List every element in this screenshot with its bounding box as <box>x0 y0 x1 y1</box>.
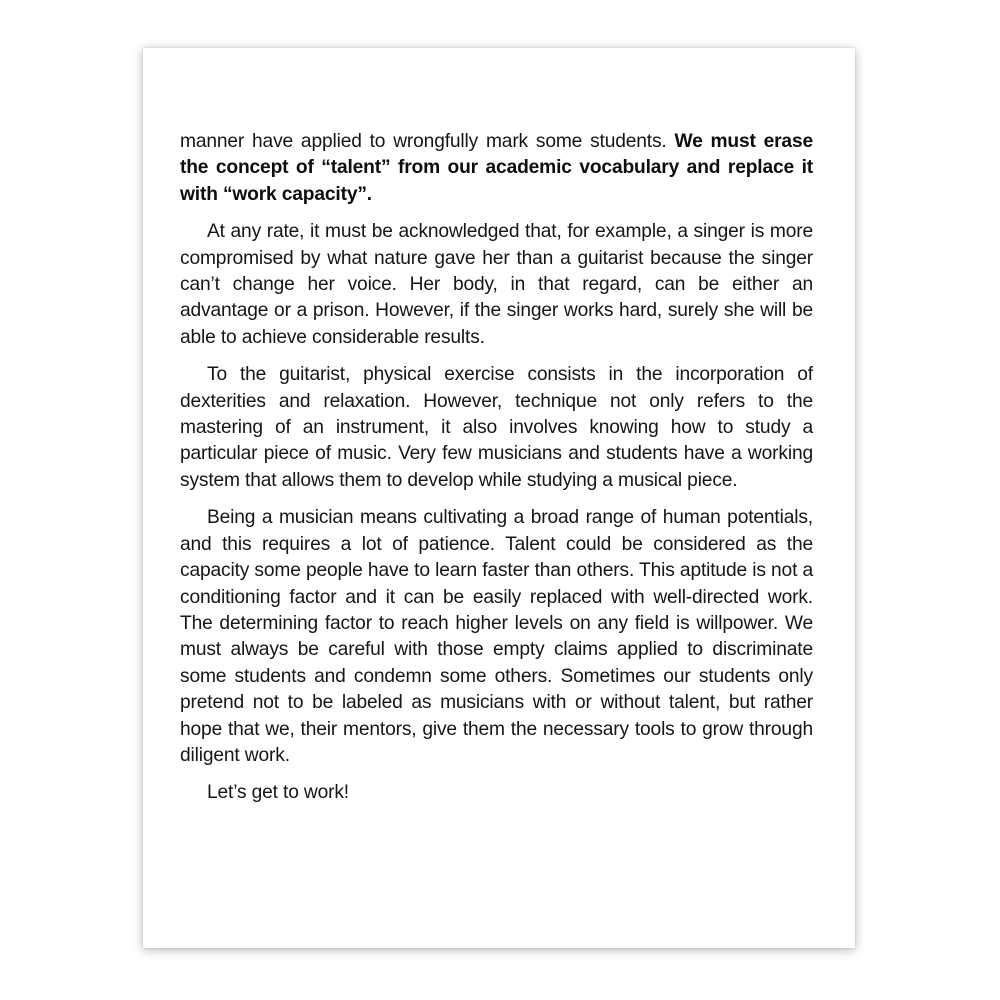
paragraph-4: Being a musician means cultivating a broad range of human potentials, and this requires a lot of patience. Talent could be considered as the capacity some people have to learn faster than others. This aptitude is not a conditioning factor and it can be easily replaced with well-directed work. The determining factor to reach higher levels on any field is willpower. We must always be careful with those empty claims applied to discriminate some students and condemn some others. Sometimes our students only pretend not to be labeled as musicians with or without talent, but rather hope that we, their mentors, give them the necessary tools to grow through diligent work. <box>180 507 813 766</box>
paragraph-1-bold-statement: We must erase the concept of “talent” from our academic vocabulary and replace it with “work capacity”. <box>180 131 813 205</box>
paragraph-1 <box>180 129 813 208</box>
paragraph-3: To the guitarist, physical exercise consists in the incorporation of dexterities and relaxation. However, technique not only refers to the mastering of an instrument, it also involves knowing how to study a particular piece of music. Very few musicians and students have a working system that allows them to develop while studying a musical piece. <box>180 364 813 491</box>
body-text <box>180 129 813 818</box>
paragraph-2: At any rate, it must be acknowledged that, for example, a singer is more compromised by what nature gave her than a guitarist because the singer can’t change her voice. Her body, in that regard, can be either an advantage or a prison. However, if the singer works hard, surely she will be able to achieve considerable results. <box>180 221 813 348</box>
document-page <box>143 48 855 948</box>
paragraph-1-text: manner have applied to wrongfully mark some students. <box>180 131 675 152</box>
paragraph-5-closing: Let’s get to work! <box>207 782 349 804</box>
